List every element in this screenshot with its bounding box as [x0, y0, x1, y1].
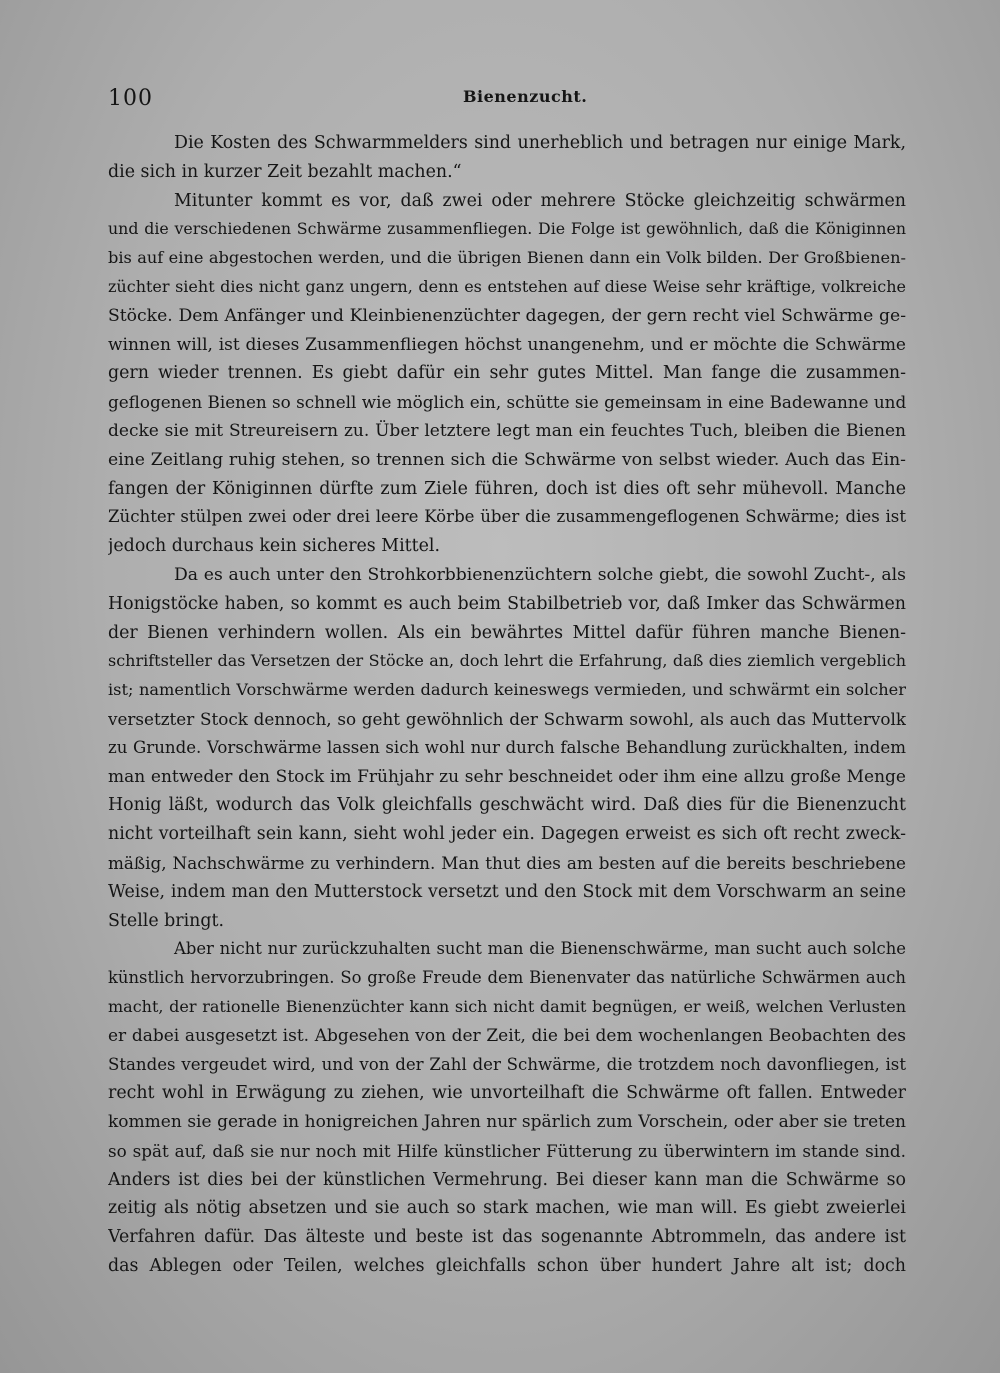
text-line: künstlich hervorzubringen. So große Freude dem Bienenvater das natürliche Schwärmen auch — [108, 968, 906, 988]
text-line: Aber nicht nur zurückzuhalten sucht man die Bienenschwärme, man sucht auch solche — [174, 939, 906, 959]
text-line: schriftsteller das Versetzen der Stöcke an, doch lehrt die Erfahrung, daß dies ziemlich vergeblich — [108, 651, 906, 671]
text-line: ist; namentlich Vorschwärme werden dadurch keineswegs vermieden, und schwärmt ein solcher — [108, 680, 906, 700]
text-line: Standes vergeudet wird, und von der Zahl der Schwärme, die trotzdem noch davonfliegen, ist — [108, 1054, 906, 1074]
text-line: kommen sie gerade in honigreichen Jahren nur spärlich zum Vorschein, oder aber sie treten — [108, 1112, 906, 1133]
text-line: geflogenen Bienen so schnell wie möglich ein, schütte sie gemeinsam in eine Badewanne und — [108, 392, 906, 413]
text-line: man entweder den Stock im Frühjahr zu sehr beschneidet oder ihm eine allzu große Menge — [108, 766, 906, 787]
text-line: Honig läßt, wodurch das Volk gleichfalls geschwächt wird. Daß dies für die Bienenzucht — [108, 795, 906, 816]
text-line: jedoch durchaus kein sicheres Mittel. — [108, 536, 440, 557]
text-line: eine Zeitlang ruhig stehen, so trennen sich die Schwärme von selbst wieder. Auch das Ein- — [108, 449, 906, 470]
text-line: Anders ist dies bei der künstlichen Vermehrung. Bei dieser kann man die Schwärme so — [108, 1169, 906, 1190]
text-line: mäßig, Nachschwärme zu verhindern. Man thut dies am besten auf die bereits beschriebene — [108, 852, 906, 873]
text-line: das Ablegen oder Teilen, welches gleichfalls schon über hundert Jahre alt ist; doch — [108, 1256, 906, 1277]
text-line: die sich in kurzer Zeit bezahlt machen.“ — [108, 161, 462, 182]
text-line: recht wohl in Erwägung zu ziehen, wie unvorteilhaft die Schwärme oft fallen. Entweder — [108, 1083, 906, 1104]
text-line: gern wieder trennen. Es giebt dafür ein sehr gutes Mittel. Man fange die zusammen- — [108, 363, 906, 384]
text-line: der Bienen verhindern wollen. Als ein bewährtes Mittel dafür führen manche Bienen- — [108, 622, 906, 643]
text-line: züchter sieht dies nicht ganz ungern, denn es entstehen auf diese Weise sehr kräftige, volkreiche — [108, 276, 906, 296]
page-header — [108, 86, 902, 116]
text-line: Stöcke. Dem Anfänger und Kleinbienenzüchter dagegen, der gern recht viel Schwärme ge- — [108, 305, 906, 326]
text-line: nicht vorteilhaft sein kann, sieht wohl jeder ein. Dagegen erweist es sich oft recht zweck- — [108, 824, 906, 845]
text-line: Züchter stülpen zwei oder drei leere Körbe über die zusammengeflogenen Schwärme; dies ist — [108, 507, 906, 527]
text-line: winnen will, ist dieses Zusammenfliegen höchst unangenehm, und er möchte die Schwärme — [108, 334, 906, 355]
text-line: Da es auch unter den Strohkorbbienenzüchtern solche giebt, die sowohl Zucht-, als — [174, 564, 906, 585]
text-line: zu Grunde. Vorschwärme lassen sich wohl nur durch falsche Behandlung zurückhalten, indem — [108, 737, 906, 757]
page-number: 100 — [108, 86, 153, 111]
text-line: zeitig als nötig absetzen und sie auch so stark machen, wie man will. Es giebt zweierlei — [108, 1198, 906, 1219]
body-text — [108, 129, 906, 1281]
text-line: und die verschiedenen Schwärme zusammenfliegen. Die Folge ist gewöhnlich, daß die Königinnen — [108, 219, 906, 239]
text-line: Weise, indem man den Mutterstock versetzt und den Stock mit dem Vorschwarm an seine — [108, 881, 906, 902]
text-line: er dabei ausgesetzt ist. Abgesehen von der Zeit, die bei dem wochenlangen Beobachten des — [108, 1025, 906, 1046]
text-line: Stelle bringt. — [108, 910, 224, 931]
text-line: Mitunter kommt es vor, daß zwei oder mehrere Stöcke gleichzeitig schwärmen — [174, 190, 906, 211]
text-line: versetzter Stock dennoch, so geht gewöhnlich der Schwarm sowohl, als auch das Muttervolk — [108, 708, 906, 729]
text-line: Verfahren dafür. Das älteste und beste ist das sogenannte Abtrommeln, das andere ist — [108, 1227, 906, 1248]
text-line: decke sie mit Streureisern zu. Über letztere legt man ein feuchtes Tuch, bleiben die Bienen — [108, 420, 906, 441]
text-line: so spät auf, daß sie nur noch mit Hilfe künstlicher Fütterung zu überwintern im stande sind. — [108, 1140, 906, 1161]
text-line: bis auf eine abgestochen werden, und die übrigen Bienen dann ein Volk bilden. Der Großbienen- — [108, 248, 906, 268]
text-line: fangen der Königinnen dürfte zum Ziele führen, doch ist dies oft sehr mühevoll. Manche — [108, 478, 906, 499]
text-line: Die Kosten des Schwarmmelders sind unerheblich und betragen nur einige Mark, — [174, 133, 906, 153]
text-line: macht, der rationelle Bienenzüchter kann sich nicht damit begnügen, er weiß, welchen Verlusten — [108, 996, 906, 1016]
running-title: Bienenzucht. — [463, 87, 588, 106]
text-line: Honigstöcke haben, so kommt es auch beim Stabilbetrieb vor, daß Imker das Schwärmen — [108, 593, 906, 614]
